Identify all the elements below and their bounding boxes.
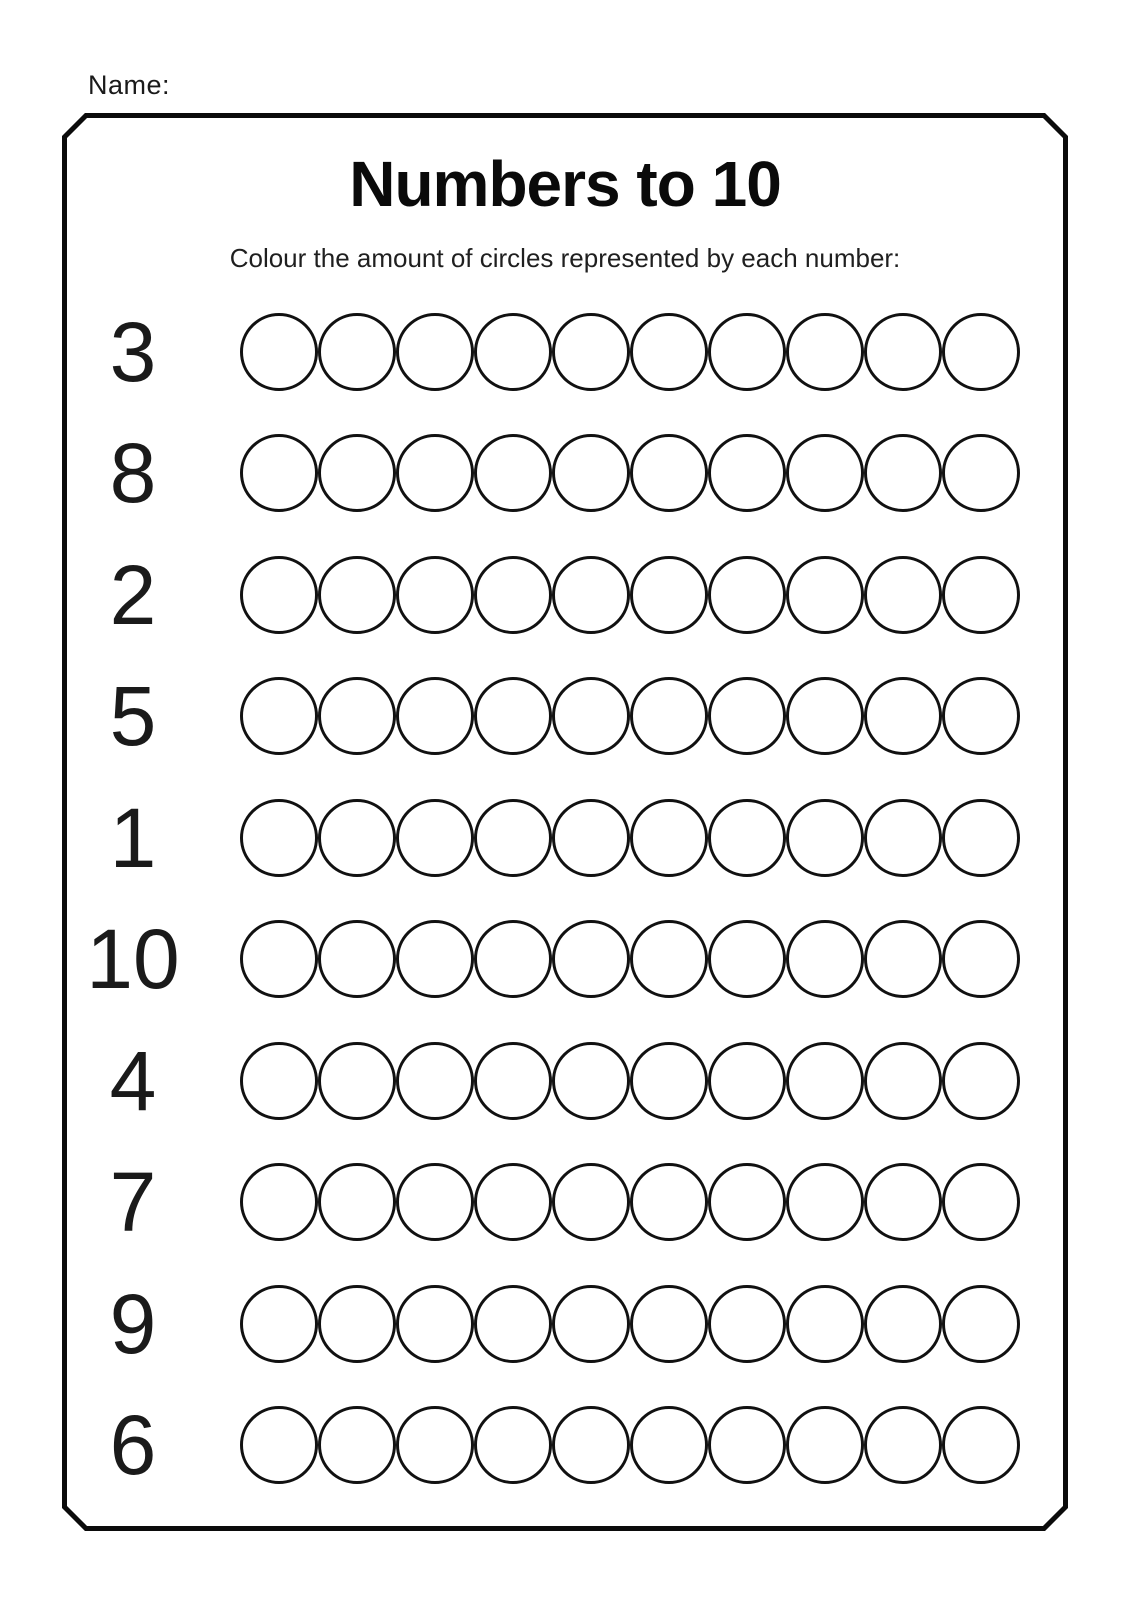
colour-circle[interactable]: [786, 677, 864, 755]
worksheet-row: [62, 1385, 1068, 1507]
colour-circle[interactable]: [630, 434, 708, 512]
colour-circle[interactable]: [786, 313, 864, 391]
colour-circle[interactable]: [240, 1163, 318, 1241]
colour-circle[interactable]: [864, 1285, 942, 1363]
colour-circle[interactable]: [786, 1042, 864, 1120]
colour-circle[interactable]: [552, 434, 630, 512]
colour-circle[interactable]: [942, 1042, 1020, 1120]
worksheet-row: [62, 777, 1068, 899]
colour-circle[interactable]: [318, 434, 396, 512]
colour-circle[interactable]: [864, 313, 942, 391]
circle-strip: [240, 1042, 1020, 1120]
colour-circle[interactable]: [318, 1285, 396, 1363]
colour-circle[interactable]: [396, 1406, 474, 1484]
worksheet-sheet: [62, 113, 1068, 1531]
worksheet-row: [62, 413, 1068, 535]
row-number-label: 2: [109, 547, 157, 642]
colour-circle[interactable]: [630, 1163, 708, 1241]
colour-circle[interactable]: [240, 677, 318, 755]
worksheet-row: [62, 1142, 1068, 1264]
colour-circle[interactable]: [552, 1406, 630, 1484]
worksheet-row: [62, 656, 1068, 778]
colour-circle[interactable]: [552, 556, 630, 634]
row-number-label: 10: [86, 912, 180, 1007]
colour-circle[interactable]: [318, 313, 396, 391]
colour-circle[interactable]: [318, 677, 396, 755]
colour-circle[interactable]: [474, 434, 552, 512]
row-number-label: 6: [109, 1398, 157, 1493]
row-number-label: 5: [109, 669, 157, 764]
circle-strip: [240, 556, 1020, 634]
colour-circle[interactable]: [786, 920, 864, 998]
colour-circle[interactable]: [396, 434, 474, 512]
colour-circle[interactable]: [864, 434, 942, 512]
colour-circle[interactable]: [474, 920, 552, 998]
colour-circle[interactable]: [708, 677, 786, 755]
colour-circle[interactable]: [708, 1406, 786, 1484]
colour-circle[interactable]: [786, 1163, 864, 1241]
colour-circle[interactable]: [318, 920, 396, 998]
circle-strip: [240, 313, 1020, 391]
circle-strip: [240, 1406, 1020, 1484]
worksheet-row: [62, 534, 1068, 656]
colour-circle[interactable]: [708, 434, 786, 512]
colour-circle[interactable]: [474, 313, 552, 391]
row-number-label: 3: [109, 304, 157, 399]
colour-circle[interactable]: [630, 1042, 708, 1120]
worksheet-row: [62, 291, 1068, 413]
colour-circle[interactable]: [318, 556, 396, 634]
colour-circle[interactable]: [552, 1285, 630, 1363]
colour-circle[interactable]: [942, 1285, 1020, 1363]
colour-circle[interactable]: [708, 313, 786, 391]
colour-circle[interactable]: [942, 556, 1020, 634]
colour-circle[interactable]: [396, 1163, 474, 1241]
colour-circle[interactable]: [786, 434, 864, 512]
circle-strip: [240, 677, 1020, 755]
colour-circle[interactable]: [630, 1285, 708, 1363]
circle-strip: [240, 799, 1020, 877]
colour-circle[interactable]: [864, 920, 942, 998]
colour-circle[interactable]: [396, 1042, 474, 1120]
colour-circle[interactable]: [942, 1163, 1020, 1241]
colour-circle[interactable]: [240, 1285, 318, 1363]
circle-strip: [240, 434, 1020, 512]
colour-circle[interactable]: [396, 920, 474, 998]
worksheet-row: [62, 899, 1068, 1021]
colour-circle[interactable]: [474, 1042, 552, 1120]
colour-circle[interactable]: [864, 677, 942, 755]
rows: [62, 291, 1068, 1506]
colour-circle[interactable]: [396, 313, 474, 391]
colour-circle[interactable]: [708, 1285, 786, 1363]
colour-circle[interactable]: [630, 1406, 708, 1484]
colour-circle[interactable]: [708, 1163, 786, 1241]
colour-circle[interactable]: [864, 556, 942, 634]
colour-circle[interactable]: [552, 313, 630, 391]
colour-circle[interactable]: [630, 556, 708, 634]
colour-circle[interactable]: [864, 799, 942, 877]
colour-circle[interactable]: [630, 677, 708, 755]
colour-circle[interactable]: [318, 1042, 396, 1120]
colour-circle[interactable]: [786, 1285, 864, 1363]
row-number-label: 1: [109, 790, 157, 885]
colour-circle[interactable]: [552, 799, 630, 877]
colour-circle[interactable]: [396, 677, 474, 755]
colour-circle[interactable]: [552, 1042, 630, 1120]
worksheet-row: [62, 1020, 1068, 1142]
row-number-label: 7: [109, 1155, 157, 1250]
colour-circle[interactable]: [786, 799, 864, 877]
colour-circle[interactable]: [240, 556, 318, 634]
colour-circle[interactable]: [240, 1406, 318, 1484]
name-label: Name:: [88, 70, 171, 100]
colour-circle[interactable]: [318, 799, 396, 877]
colour-circle[interactable]: [708, 556, 786, 634]
circle-strip: [240, 1163, 1020, 1241]
colour-circle[interactable]: [396, 1285, 474, 1363]
colour-circle[interactable]: [630, 313, 708, 391]
colour-circle[interactable]: [708, 920, 786, 998]
colour-circle[interactable]: [942, 313, 1020, 391]
colour-circle[interactable]: [708, 799, 786, 877]
colour-circle[interactable]: [474, 1406, 552, 1484]
colour-circle[interactable]: [864, 1042, 942, 1120]
colour-circle[interactable]: [864, 1163, 942, 1241]
row-number-label: 4: [109, 1033, 157, 1128]
colour-circle[interactable]: [240, 313, 318, 391]
colour-circle[interactable]: [552, 677, 630, 755]
colour-circle[interactable]: [318, 1406, 396, 1484]
colour-circle[interactable]: [240, 920, 318, 998]
colour-circle[interactable]: [396, 799, 474, 877]
colour-circle[interactable]: [552, 920, 630, 998]
worksheet-row: [62, 1263, 1068, 1385]
colour-circle[interactable]: [474, 677, 552, 755]
colour-circle[interactable]: [474, 1285, 552, 1363]
colour-circle[interactable]: [552, 1163, 630, 1241]
colour-circle[interactable]: [942, 920, 1020, 998]
colour-circle[interactable]: [864, 1406, 942, 1484]
instruction-text: Colour the amount of circles represented by each number:: [229, 243, 901, 273]
colour-circle[interactable]: [318, 1163, 396, 1241]
colour-circle[interactable]: [942, 434, 1020, 512]
row-number-label: 9: [109, 1276, 157, 1371]
row-number-label: 8: [109, 426, 157, 521]
colour-circle[interactable]: [942, 677, 1020, 755]
colour-circle[interactable]: [474, 556, 552, 634]
circle-strip: [240, 1285, 1020, 1363]
colour-circle[interactable]: [942, 799, 1020, 877]
colour-circle[interactable]: [786, 556, 864, 634]
colour-circle[interactable]: [240, 799, 318, 877]
page-title: Numbers to 10: [349, 148, 781, 220]
colour-circle[interactable]: [474, 1163, 552, 1241]
colour-circle[interactable]: [630, 799, 708, 877]
colour-circle[interactable]: [240, 1042, 318, 1120]
colour-circle[interactable]: [942, 1406, 1020, 1484]
colour-circle[interactable]: [240, 434, 318, 512]
colour-circle[interactable]: [396, 556, 474, 634]
colour-circle[interactable]: [630, 920, 708, 998]
colour-circle[interactable]: [708, 1042, 786, 1120]
colour-circle[interactable]: [786, 1406, 864, 1484]
circle-strip: [240, 920, 1020, 998]
colour-circle[interactable]: [474, 799, 552, 877]
